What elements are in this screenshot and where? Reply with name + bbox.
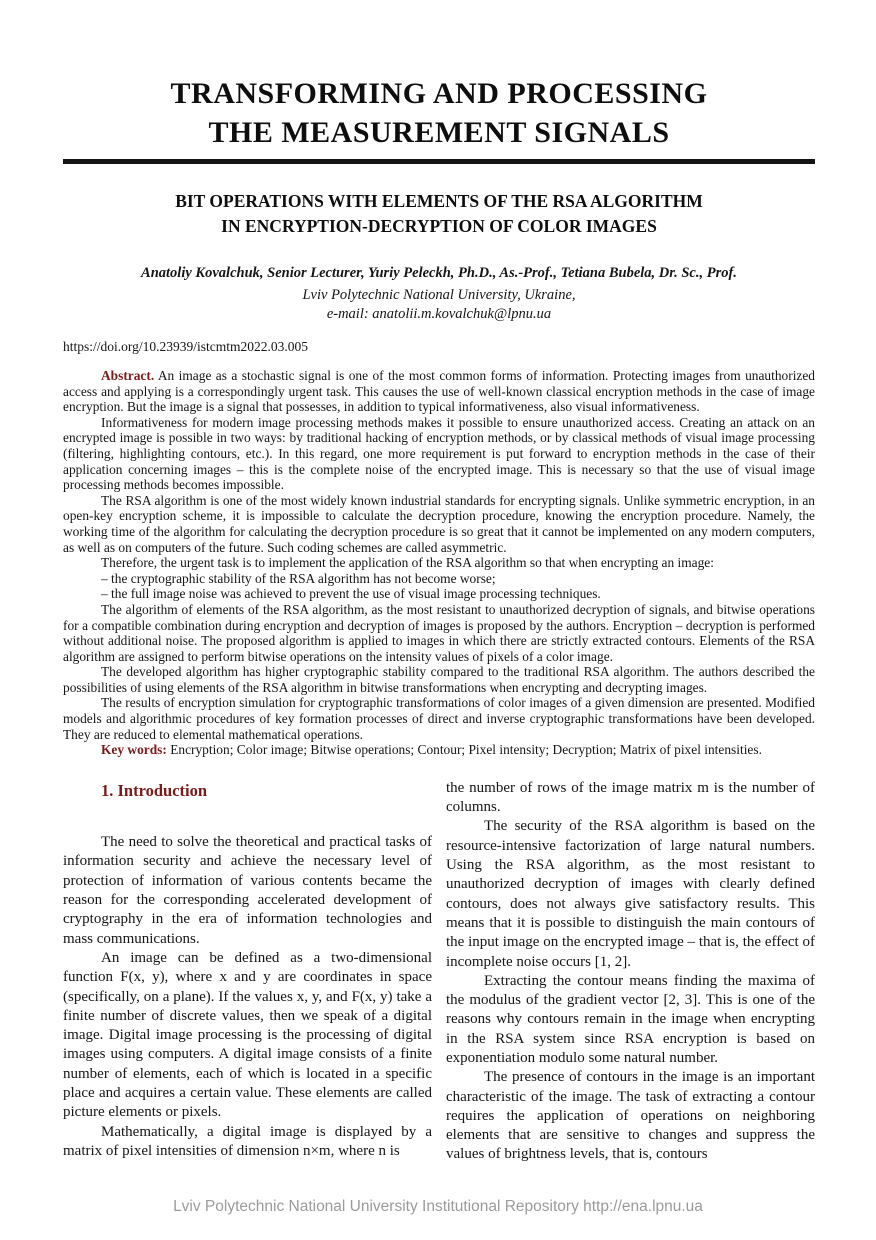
abstract-list-item: – the full image noise was achieved to prevent the use of visual image processing techniques. <box>101 586 601 602</box>
journal-title-line2: THE MEASUREMENT SIGNALS <box>208 116 670 149</box>
keywords-line <box>63 742 815 758</box>
keywords-text: Encryption; Color image; Bitwise operations; Contour; Pixel intensity; Decryption; Matrix of pixel intensities. <box>170 742 762 758</box>
introduction-heading: 1. Introduction <box>101 780 208 800</box>
body-paragraph: Mathematically, a digital image is displayed by a matrix of pixel intensities of dimension n×m, where n is <box>63 1123 432 1159</box>
authors-line: Anatoliy Kovalchuk, Senior Lecturer, Yuriy Peleckh, Ph.D., As.-Prof., Tetiana Bubela, Dr. Sc., Prof. <box>141 265 737 281</box>
abstract-paragraph: Therefore, the urgent task is to implement the application of the RSA algorithm so that when encrypting an image: <box>101 555 714 571</box>
repository-footer <box>0 1198 876 1216</box>
abstract-paragraph-text: An image as a stochastic signal is one of the most common forms of information. Protecting images from unauthorized access and applying is a correspondingly urgent task. This causes the use of well-known classical encryption methods in the case of image encryption. But the image is a signal that possesses, in addition to typical informativeness, also visual informativeness. <box>63 368 815 415</box>
abstract-section <box>63 368 815 758</box>
introduction-section <box>63 779 815 1165</box>
abstract-paragraph: The RSA algorithm is one of the most widely known industrial standards for encrypting signals. Unlike symmetric encryption, in an open-key encryption scheme, it is impossible to calculate the decryption procedure, knowing the encryption procedure. Namely, the working time of the algorithm for calculating the decryption procedure is so great that it cannot be implemented on any modern computers, as well as on computers of the future. Such coding schemes are called asymmetric. <box>63 492 815 555</box>
body-paragraph: The need to solve the theoretical and practical tasks of information security and achieve the necessary level of protection of information of various contents became the reason for the corresponding accelerated development of cryptography in the era of information technologies and mass communications. <box>63 834 432 947</box>
abstract-paragraph: Informativeness for modern image processing methods makes it possible to ensure unauthorized access. Creating an attack on an encrypted image is possible in two ways: by traditional hacking of encryption methods, or by classical methods of visual image processing (filtering, highlighting contours, etc.). In this regard, one more requirement is put forward to encryption methods in the case of their application concerning images – this is the complete noise of the encrypted image. This is necessary so that the use of visual image processing methods becomes impossible. <box>63 414 815 493</box>
right-column <box>446 779 815 1165</box>
abstract-paragraph: The developed algorithm has higher cryptographic stability compared to the traditional RSA algorithm. The authors described the possibilities of using elements of the RSA algorithm in bitwise transformations when encrypting and decrypting images. <box>63 664 815 695</box>
repository-footer-text: Lviv Polytechnic National University Institutional Repository http://ena.lpnu.ua <box>173 1198 703 1215</box>
abstract-list-item: – the cryptographic stability of the RSA algorithm has not become worse; <box>101 570 496 586</box>
body-paragraph: Extracting the contour means finding the maxima of the modulus of the gradient vector [2, 3]. This is one of the reasons why contours remain in the image when encrypting in the RSA system since RSA encryption is based on exponentiation modulo some natural number. <box>446 972 815 1066</box>
abstract-label: Abstract. <box>101 368 155 383</box>
keywords-label: Key words: <box>101 742 167 758</box>
doi-line: https://doi.org/10.23939/istcmtm2022.03.005 <box>63 339 309 354</box>
body-paragraph: The presence of contours in the image is an important characteristic of the image. The task of extracting a contour requires the application of operations on neighboring elements that are sensitive to changes and suppress the values of brightness levels, that is, contours <box>446 1069 815 1163</box>
affiliation-line: Lviv Polytechnic National University, Ukraine, <box>302 287 576 303</box>
body-paragraph: An image can be defined as a two-dimensional function F(x, y), where x and y are coordinates in space (specifically, on a plane). If the values x, y, and F(x, y) take a finite number of discrete values, then we speak of a digital image. Digital image processing is the processing of digital images using computers. A digital image consists of a finite number of elements, each of which is located in a specific place and acquires a certain value. These elements are called picture elements or pixels. <box>63 949 432 1121</box>
article-title <box>63 189 815 239</box>
article-title-line1: BIT OPERATIONS WITH ELEMENTS OF THE RSA ALGORITHM <box>175 191 703 211</box>
abstract-paragraph: The algorithm of elements of the RSA algorithm, as the most resistant to unauthorized decryption of signals, and bitwise operations for a compatible combination during encryption and decryption of images is proposed by the authors. Encryption – decryption is performed without additional noise. The proposed algorithm is applied to images in which there are strictly extracted contours. Elements of the RSA algorithm are assigned to perform bitwise operations on the intensity values of pixels of a color image. <box>63 601 815 664</box>
paper-header <box>63 74 815 355</box>
email-line: e-mail: anatolii.m.kovalchuk@lpnu.ua <box>326 306 552 322</box>
journal-title <box>63 74 815 152</box>
abstract-paragraph: The results of encryption simulation for cryptographic transformations of color images of a given dimension are presented. Modified models and algorithmic procedures of key formation processes of direct and inverse cryptographic transformations have been developed. They are reduced to elemental mathematical operations. <box>63 695 815 742</box>
abstract-paragraph <box>63 368 815 415</box>
left-column <box>63 779 432 1165</box>
title-divider-rule <box>63 159 815 164</box>
body-paragraph: The security of the RSA algorithm is based on the resource-intensive factorization of large natural numbers. Using the RSA algorithm, as the most resistant to unauthorized decryption of images with clearly defined contours, does not always give satisfactory results. This means that it is possible to distinguish the main contours of the input image on the encrypted image – that is, the effect of incomplete noise occurs [1, 2]. <box>446 818 815 970</box>
article-title-line2: IN ENCRYPTION-DECRYPTION OF COLOR IMAGES <box>221 216 657 236</box>
body-paragraph: the number of rows of the image matrix m is the number of columns. <box>446 779 815 816</box>
journal-title-line1: TRANSFORMING AND PROCESSING <box>170 77 708 110</box>
